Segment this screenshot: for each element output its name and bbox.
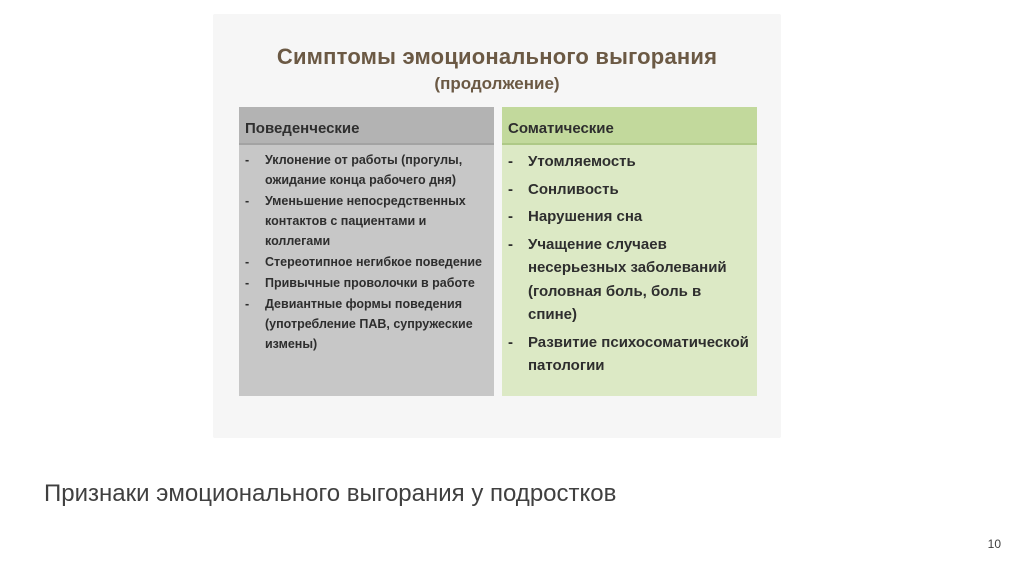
bullet-dash: -	[508, 333, 513, 351]
bullet-dash: -	[245, 194, 250, 208]
behavioral-column-header: Поведенческие	[239, 107, 494, 145]
list-item-text: Сонливость	[528, 180, 619, 198]
list-item-text: Утомляемость	[528, 153, 636, 170]
list-item-text: Уклонение от работы (прогулы, ожидание конца рабочего дня)	[265, 153, 463, 187]
list-item-text: Девиантные формы поведения (употребление ПАВ, супружеские измены)	[265, 297, 473, 351]
slide-image-subtitle: (продолжение)	[434, 74, 560, 93]
list-item	[243, 191, 488, 251]
behavioral-list	[239, 145, 494, 354]
somatic-column-header: Соматические	[502, 107, 757, 145]
somatic-column	[502, 107, 757, 396]
somatic-list	[502, 145, 757, 378]
bullet-dash: -	[245, 276, 250, 290]
bullet-dash: -	[508, 235, 513, 253]
slide-title: Признаки эмоционального выгорания у подростков	[44, 480, 617, 507]
list-item-text: Уменьшение непосредственных контактов с пациентами и коллегами	[265, 194, 466, 248]
list-item-text: Учащение случаев несерьезных заболеваний (головная боль, боль в спине)	[528, 235, 727, 323]
slide-image	[213, 14, 781, 438]
list-item	[243, 150, 488, 190]
page-number: 10	[987, 537, 1001, 551]
list-item-text: Развитие психосоматической патологии	[528, 333, 749, 374]
bullet-dash: -	[508, 208, 513, 225]
list-item	[506, 331, 751, 378]
slide-image-title: Симптомы эмоционального выгорания	[276, 44, 718, 69]
bullet-dash: -	[508, 180, 513, 198]
list-item	[506, 205, 751, 229]
bullet-dash: -	[245, 153, 250, 167]
bullet-dash: -	[245, 255, 250, 269]
list-item	[243, 252, 488, 272]
behavioral-column	[239, 107, 494, 396]
bullet-dash: -	[245, 297, 250, 311]
list-item-text: Нарушения сна	[528, 208, 643, 225]
list-item	[243, 294, 488, 354]
list-item	[506, 233, 751, 327]
bullet-dash: -	[508, 153, 513, 170]
list-item-text: Привычные проволочки в работе	[265, 276, 475, 290]
list-item	[506, 178, 751, 202]
list-item-text: Стереотипное негибкое поведение	[265, 255, 482, 269]
list-item	[506, 150, 751, 174]
list-item	[243, 273, 488, 293]
